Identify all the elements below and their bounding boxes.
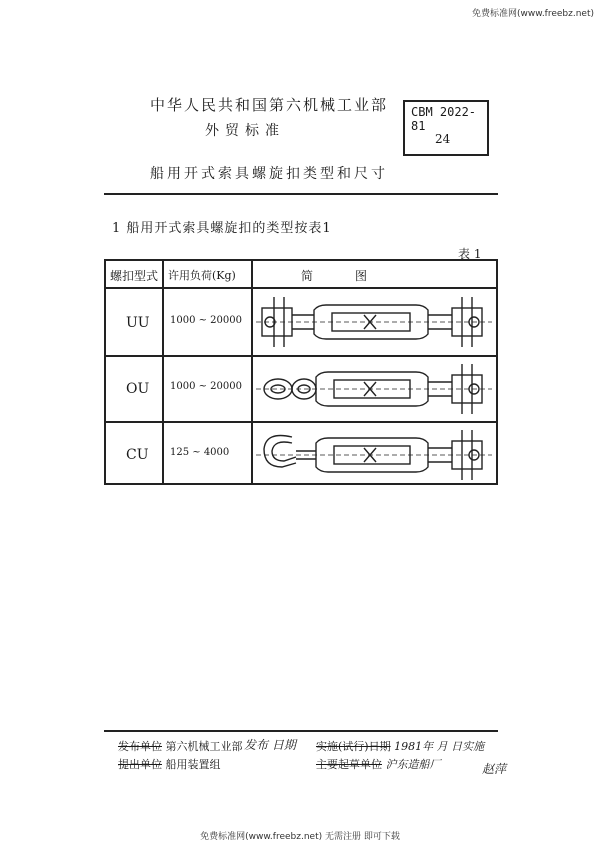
standard-type: 外贸标准 xyxy=(205,123,285,139)
signature: 赵萍 xyxy=(482,762,507,776)
proposed-by xyxy=(118,756,221,772)
column-divider xyxy=(162,261,164,483)
turnbuckle-types-table xyxy=(104,259,498,485)
watermark-top: 免费标准网(www.freebz.net) xyxy=(472,9,594,19)
eye-fork-turnbuckle-icon xyxy=(256,361,492,417)
table-label: 表 1 xyxy=(458,247,482,261)
standard-number-box xyxy=(403,100,489,156)
section-heading: 1 船用开式索具螺旋扣的类型按表1 xyxy=(112,221,332,236)
issue-signature: 发布 日期 xyxy=(244,738,296,752)
title-divider xyxy=(104,193,498,195)
row-ou-load: 1000 ~ 20000 xyxy=(170,381,242,392)
drafting-value: 沪东造船厂 xyxy=(385,758,441,771)
proposed-by-value: 船用装置组 xyxy=(165,758,221,771)
row-uu-type: UU xyxy=(126,315,150,331)
hook-fork-turnbuckle-icon xyxy=(256,427,492,483)
row-divider xyxy=(106,421,496,423)
implementation-date xyxy=(316,738,484,754)
drafting-label: 主要起草单位 xyxy=(316,758,382,771)
issued-by xyxy=(118,738,243,754)
drafting-unit xyxy=(316,756,441,772)
row-ou-type: OU xyxy=(126,381,150,397)
row-uu-load: 1000 ~ 20000 xyxy=(170,315,242,326)
issued-by-label: 发布单位 xyxy=(118,740,162,753)
document-title: 船用开式索具螺旋扣类型和尺寸 xyxy=(150,166,388,182)
footer-divider xyxy=(104,730,498,732)
implementation-value: 1981年 月 日实施 xyxy=(394,740,485,753)
header-load: 许用负荷(Kg) xyxy=(168,269,236,282)
page-number: 24 xyxy=(435,132,451,146)
header-diagram: 简 图 xyxy=(301,269,374,283)
standard-code: CBM 2022-81 xyxy=(411,105,477,133)
implementation-label: 实施(试行)日期 xyxy=(316,740,391,753)
row-divider xyxy=(106,355,496,357)
header-divider xyxy=(106,287,496,289)
row-cu-type: CU xyxy=(126,447,149,463)
proposed-by-label: 提出单位 xyxy=(118,758,162,771)
watermark-bottom: 免费标准网(www.freebz.net) 无需注册 即可下载 xyxy=(200,832,400,842)
row-cu-load: 125 ~ 4000 xyxy=(170,447,230,458)
ministry-name: 中华人民共和国第六机械工业部 xyxy=(150,96,389,114)
fork-fork-turnbuckle-icon xyxy=(256,293,492,351)
issued-by-value: 第六机械工业部 xyxy=(165,740,243,753)
column-divider xyxy=(251,261,253,483)
header-type: 螺扣型式 xyxy=(110,269,159,283)
